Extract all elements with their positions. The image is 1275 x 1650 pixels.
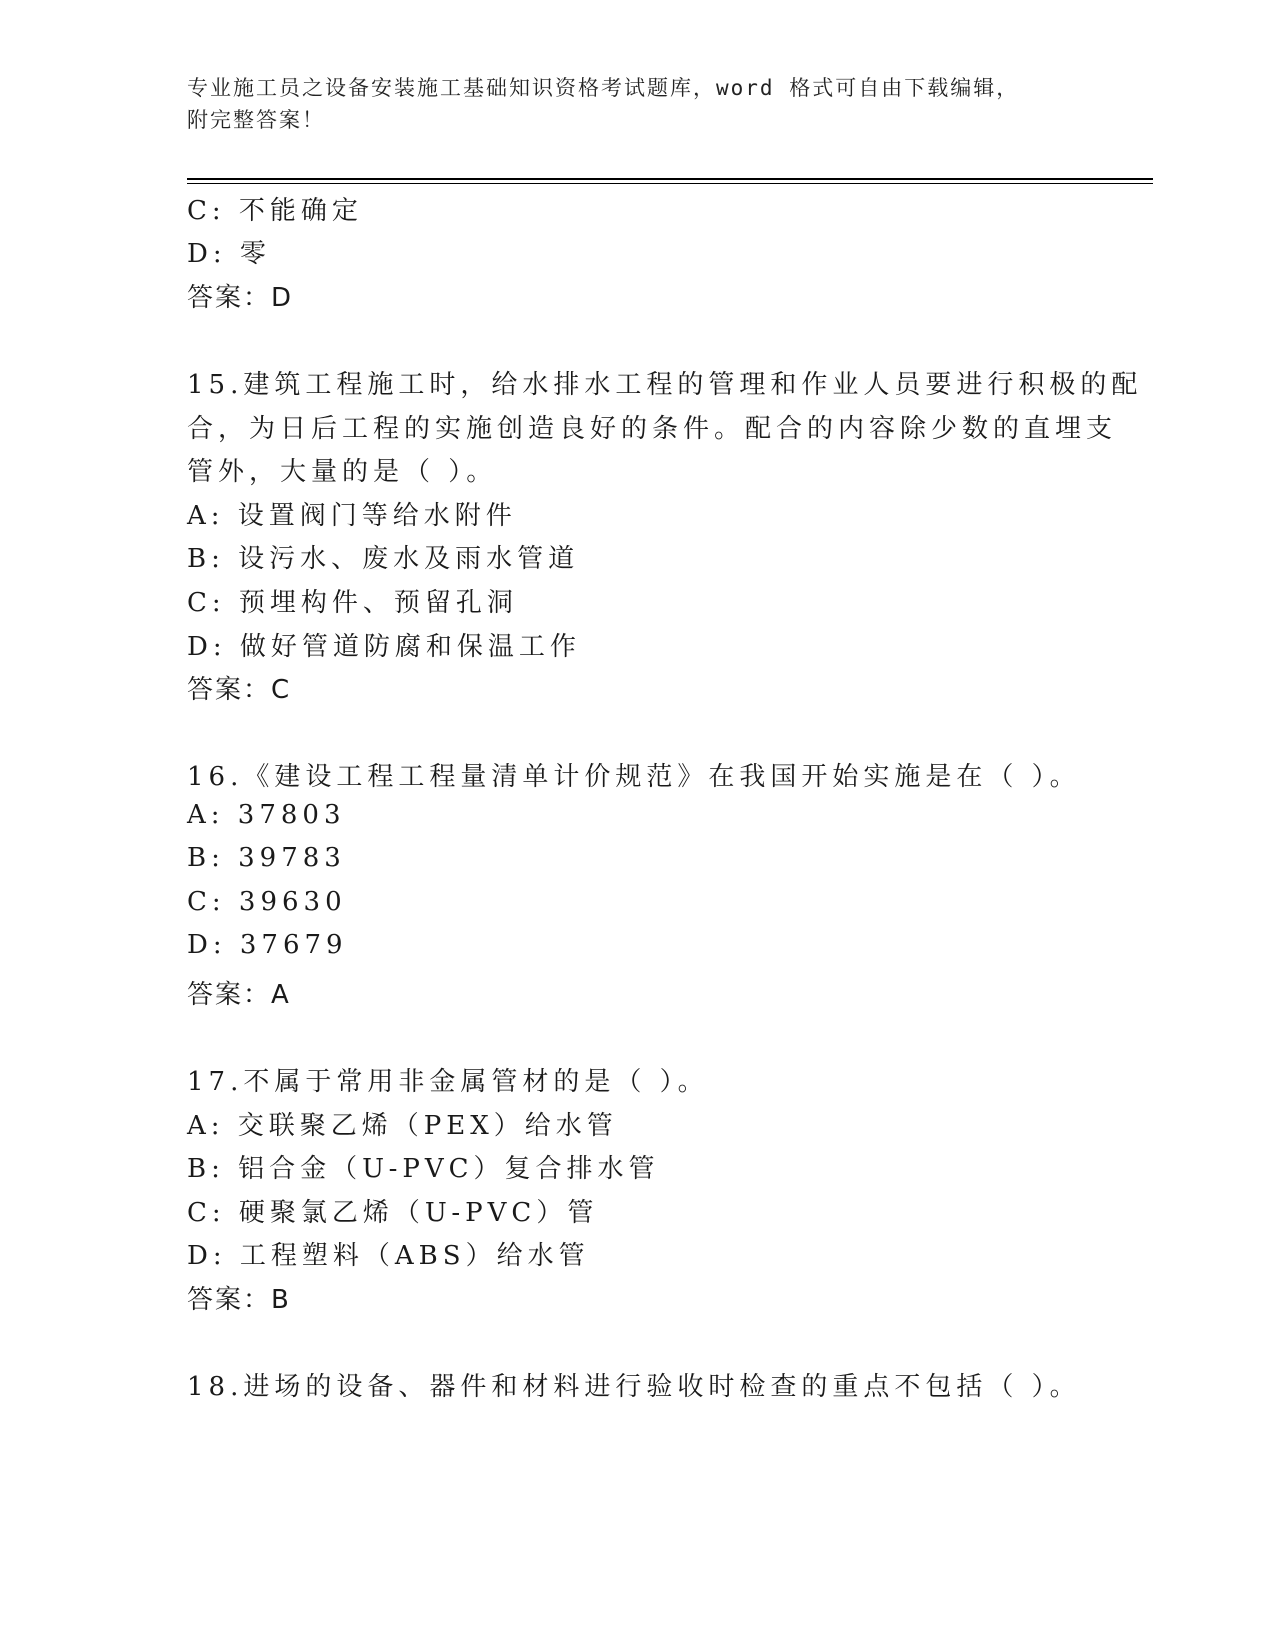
q16-option-d: D: 37679 xyxy=(187,930,348,960)
q15-stem-line-3: 管外，大量的是（ ）。 xyxy=(187,457,498,487)
q16-stem-line-1: 16.《建设工程工程量清单计价规范》在我国开始实施是在（ ）。 xyxy=(187,762,1081,792)
q14-answer: 答案：D xyxy=(187,283,294,313)
q17-stem-line-1: 17.不属于常用非金属管材的是（ ）。 xyxy=(187,1067,709,1097)
q15-stem-line-1: 15.建筑工程施工时，给水排水工程的管理和作业人员要进行积极的配 xyxy=(187,370,1143,400)
header-line-2: 附完整答案！ xyxy=(187,108,325,132)
q16-option-c: C: 39630 xyxy=(187,887,347,917)
q16-answer: 答案：A xyxy=(187,980,291,1010)
q15-option-c: C: 预埋构件、预留孔洞 xyxy=(187,588,518,618)
header-line-1: 专业施工员之设备安装施工基础知识资格考试题库，word 格式可自由下载编辑， xyxy=(187,76,1020,100)
q15-stem-line-2: 合，为日后工程的实施创造良好的条件。配合的内容除少数的直埋支 xyxy=(187,414,1118,444)
q17-option-d: D: 工程塑料（ABS）给水管 xyxy=(187,1241,590,1271)
q17-option-a: A: 交联聚乙烯（PEX）给水管 xyxy=(187,1111,618,1141)
header-rule-thin xyxy=(187,183,1153,184)
q15-option-a: A: 设置阀门等给水附件 xyxy=(187,501,517,531)
q15-option-b: B: 设污水、废水及雨水管道 xyxy=(187,544,580,574)
q17-answer: 答案：B xyxy=(187,1285,291,1315)
q14-option-c: C: 不能确定 xyxy=(187,196,363,226)
q18-stem-line-1: 18.进场的设备、器件和材料进行验收时检查的重点不包括（ ）。 xyxy=(187,1372,1081,1402)
q16-option-b: B: 39783 xyxy=(187,843,346,873)
q15-answer: 答案：C xyxy=(187,675,292,705)
q15-option-d: D: 做好管道防腐和保温工作 xyxy=(187,632,581,662)
q17-option-b: B: 铝合金（U-PVC）复合排水管 xyxy=(187,1154,660,1184)
document-header xyxy=(187,72,1087,136)
q17-option-c: C: 硬聚氯乙烯（U-PVC）管 xyxy=(187,1198,599,1228)
q16-option-a: A: 37803 xyxy=(187,800,346,830)
q14-option-d: D: 零 xyxy=(187,239,271,269)
header-rule-thick xyxy=(187,178,1153,180)
